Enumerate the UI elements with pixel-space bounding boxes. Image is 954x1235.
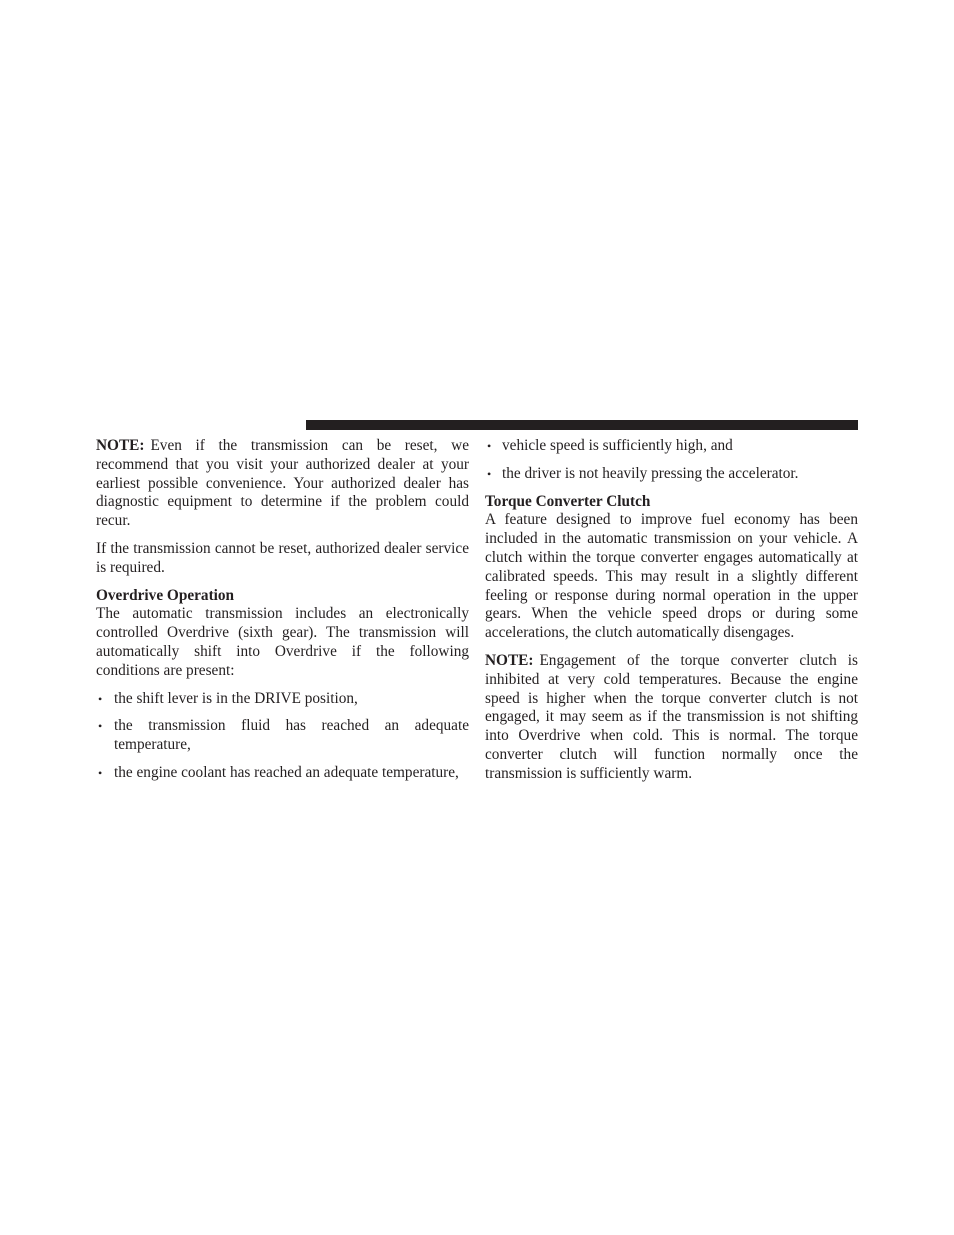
bullet-icon: •: [487, 439, 492, 453]
list-item-text: the driver is not heavily pressing the accelerator.: [502, 464, 799, 482]
list-item-text: the engine coolant has reached an adequate temperature,: [114, 763, 459, 781]
paragraph-dealer-service: If the transmission cannot be reset, authorized dealer service is required.: [96, 539, 469, 576]
bullet-icon: •: [98, 691, 103, 706]
note-label: NOTE:: [96, 437, 145, 454]
left-column: [96, 437, 469, 792]
bullet-icon: •: [487, 466, 492, 481]
overdrive-conditions-list-continued: [485, 437, 858, 484]
list-item: [96, 717, 469, 755]
note-transmission-reset: [96, 437, 469, 531]
list-item: [485, 465, 858, 484]
list-item: [96, 690, 469, 709]
overdrive-conditions-list: [96, 690, 469, 783]
right-column: [485, 437, 858, 793]
list-item: [485, 437, 858, 456]
list-item-text: the shift lever is in the DRIVE position,: [114, 689, 358, 707]
list-item: [96, 764, 469, 783]
list-item-text: vehicle speed is sufficiently high, and: [502, 437, 733, 454]
section-header-bar: [306, 420, 858, 430]
paragraph-torque-converter: A feature designed to improve fuel economy has been included in the automatic transmission on your vehicle. A clutch within the torque converter engages automatically at calibrated speeds. This may result in a slightly different feeling or response during normal operation in the upper gears. When the vehicle speed drops or during some accelerations, the clutch automatically disengages.: [485, 511, 858, 642]
heading-torque-converter-clutch: Torque Converter Clutch: [485, 492, 651, 510]
note-label: NOTE:: [485, 651, 534, 669]
bullet-icon: •: [98, 765, 103, 780]
note-torque-converter-cold: [485, 652, 858, 784]
note-text: Engagement of the torque converter clutch is inhibited at very cold temperatures. Because the engine speed is higher when the torque converter clutch is not engaged, it may seem as if the transmission is not shifting into Overdrive when cold. This is normal. The torque converter clutch will function normally once the transmission is sufficiently warm.: [485, 651, 858, 782]
list-item-text: the transmission fluid has reached an adequate temperature,: [114, 717, 469, 754]
paragraph-overdrive: The automatic transmission includes an electronically controlled Overdrive (sixth gear). The transmission will automatically shift into Overdrive if the following conditions are present:: [96, 605, 469, 679]
bullet-icon: •: [98, 719, 103, 734]
heading-overdrive-operation: Overdrive Operation: [96, 586, 235, 604]
note-text: Even if the transmission can be reset, we recommend that you visit your authorized dealer at your earliest possible convenience. Your authorized dealer has diagnostic equipment to determine if the problem could recur.: [96, 437, 469, 530]
